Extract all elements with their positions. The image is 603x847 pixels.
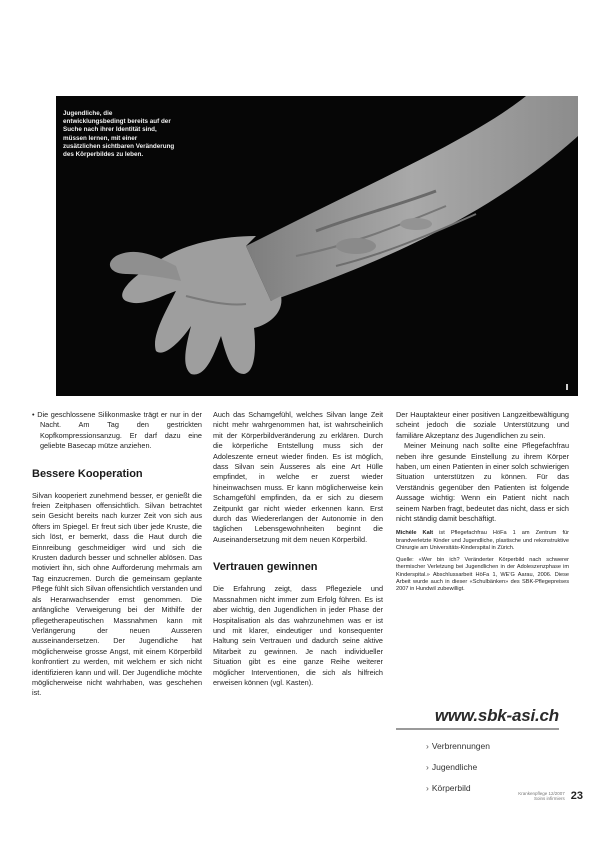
col1-body: Silvan kooperiert zunehmend besser, er genießt die freien Zeitphasen offensichtlich. Silvan betrachtet sein Gesicht bereits nach kurzer Zeit von sich aus öfters im Spiegel. Er freut sich über jede Kruste, die sich löst, er bemerkt, dass die Haut durch die Einnreibung geschmeidiger wird und sich die Krusten dadurch besser und schneller ablösen. Das motiviert ihn, sich ohne Aufforderung mehrmals am Tag einzucremen. Durch die gemeinsam geplante Pflege fühlt sich Silvan offensichtlich verstanden und als Heranwachsender ernst genommen. Die anfängliche Verweigerung bei der Mithilfe der pflegetherapeutischen Massnahmen kann mit Verlängerung der neuen Ausseren ausseinandersetzen. Der Jugendliche hat möglicherweise grosse Angst, mit einem Körperbild konfrontiert zu werden, mit welchem er sich nicht identifizieren kann und will. Der Jugendliche möchte möglicherweise nicht wahrhaben, was geschehen ist. — [32, 490, 202, 698]
source-note: Quelle: «Wer bin ich? Veränderter Körperbild nach schwerer thermischer Verletzung bei Jugendlichen in der Adoleszenzphase im Kinderspital.» Abschlussarbeit HöFa 1, WE'G Aarau, 2006. Diese Arbeit wurde auch in dieser «Schulbänken» des SBK-Pflegepreises 2007 in Hundwil zubewilligt. — [396, 556, 569, 593]
column-3 — [396, 410, 569, 594]
web-links-box — [396, 706, 586, 799]
col3-body-1: Der Hauptakteur einer positiven Langzeitbewältigung scheint jedoch die soziale Unterstützung und familiäre Akzeptanz des Jugendlichen zu sein. — [396, 410, 569, 440]
column-2 — [213, 410, 383, 688]
heading-vertrauen-gewinnen: Vertrauen gewinnen — [213, 561, 318, 574]
journal-name — [518, 791, 565, 802]
bullet-paragraph: • Die geschlossene Silikonmaske trägt er nur in der Nacht. Am Tag den gestrickten Kopfkompressionsanzug. Er darf dazu eine geliebte Basecap mütze anziehen. — [32, 410, 202, 451]
column-1 — [32, 410, 202, 699]
journal-line-1: Krankenpflege 12/2007 — [518, 790, 565, 796]
divider — [396, 728, 559, 730]
arm-photo — [56, 96, 578, 396]
topic-link-verbrennungen[interactable] — [426, 736, 586, 757]
col3-body-2: Meiner Meinung nach sollte eine Pflegefachfrau neben ihre gesunde Einstellung zu ihrem Körper haben, um einen Patienten in einer solch schwierigen Situation unterstützen zu können. Für das Verständnis gegenüber den Patienten ist folgende Aussage wichtig: Wenn ein Patient nicht nach seinem Narben fragt, bedeutet das nicht, dass er sich nicht ständig damit beschäftigt. — [396, 441, 569, 524]
heading-bessere-kooperation: Bessere Kooperation — [32, 467, 143, 480]
chevron-right-icon: › — [426, 783, 429, 793]
page-footer — [518, 790, 583, 802]
author-name: Michèle Kalt — [396, 530, 434, 537]
topic-link-label: Jugendliche — [431, 762, 478, 772]
chevron-right-icon: › — [426, 741, 429, 751]
topic-link-label: Verbrennungen — [431, 741, 490, 751]
journal-line-2: Soins infirmiers — [533, 796, 565, 801]
bullet-text: Die geschlossene Silikonmaske trägt er nur in der Nacht. Am Tag den gestrickten Kopfkompressionsanzug. Er darf dazu eine geliebte Basecap mütze anziehen. — [37, 410, 202, 451]
topic-link-label: Körperbild — [431, 783, 471, 793]
col2-body-1: Auch das Schamgefühl, welches Silvan lange Zeit nicht mehr wahrgenommen hat, ist wahrscheinlich mit der Körperbildveränderung zu erklären. Durch die körperliche Entstellung muss sich der Adoleszente erneut wieder finden. Es ist möglich, dass Silvan sein Äusseres als eine Art Hülle empfindet, in welche er zuerst wieder hineinwachsen muss. Er kann möglicherweise kein Schamgefühl empfinden, da er sich zu diesem Zeitpunkt gar nicht wieder erkennen kann. Erst durch das Wiedererlangen der Autonomie in den täglichen Lebensgewohnheiten beginnt die Auseinandersetzung mit dem neuen Körperbild. — [213, 410, 383, 544]
photo-corner-mark — [566, 384, 568, 390]
chevron-right-icon: › — [426, 762, 429, 772]
website-link[interactable]: www.sbk-asi.ch — [434, 706, 559, 725]
photo-caption: Jugendliche, die entwicklungsbedingt bereits auf der Suche nach ihrer Identität sind, müssen lernen, mit einer zusätzlichen sichtbaren Veränderung des Körperbildes zu leben. — [63, 110, 175, 159]
col2-body-2: Die Erfahrung zeigt, dass Pflegeziele und Massnahmen nicht immer zum Erfolg führen. Es ist aber wichtig, den Jugendlichen in jeder Phase der Hospitalisation als das wahrzunehmen was er ist und mit klarer, eindeutiger und konsequenter Haltung sein Vertrauen und dadurch seine aktive Mitarbeit zu gewinnen. Je nach individueller Situation gibt es eine ganze Reihe weiterer möglicher Interventionen, die sich als hilfreich erweisen können (vgl. Kasten). — [213, 584, 383, 687]
topic-link-jugendliche[interactable] — [426, 757, 586, 778]
page-number: 23 — [570, 790, 583, 802]
author-bio — [396, 530, 569, 552]
author-bio-text: ist Pflegefachfrau HöFa 1 am Zentrum für brandverletzte Kinder und Jugendliche, plastische und rekonstruktive Chirurgie am Universitäts-Kinderspital in Zürich. — [396, 530, 570, 552]
